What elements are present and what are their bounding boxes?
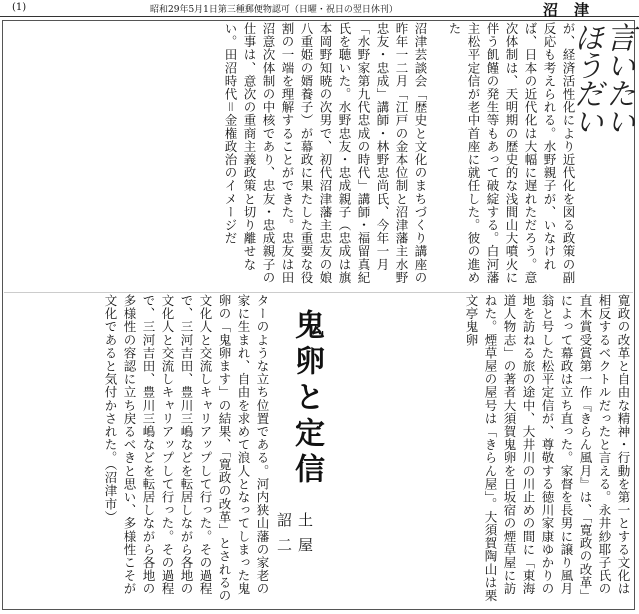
- column-logo: [568, 22, 635, 192]
- band-divider: [4, 292, 633, 293]
- publication-notice: 昭和29年5月1日第三種郵便物認可（日曜・祝日の翌日休刊）: [150, 5, 398, 15]
- column-logo-line1: 言いたい: [600, 22, 635, 134]
- article-body-top-right: が、経済活性化により近代化を図る政策の副反応も考えられる。水野親子が、いなければ、日本の近代化は大幅に遅れただろう。意次体制は、天明期の歴史的な浅間山大噴火に伴う飢饉の発生等もあって破綻する。白河藩主松平定信が老中首座に就任した。彼の進めた: [447, 22, 576, 284]
- page-number: (1): [12, 2, 27, 13]
- article-body-bottom-left: ターのような立ち位置である。河内狭山藩の家老の家に生まれ、自由を求めて浪人となってしまった鬼卵の「鬼卵ます」の結果、「寛政の改革」とされるの文化人と交流しキャリアップして行った。その過程で、三河吉田、豊川三嶋などを転居しながら各地の文化人と交流しキャリアップして行った。その過程で、三河吉田、豊川三嶋などを転居しながら各地の多様性の容認に立ち戻るべきと思い、多様性こそが文化であると気付かされた。（沼津市）: [103, 294, 270, 603]
- column-logo-line2: ほうだい: [568, 22, 603, 134]
- newspaper-name: 沼津: [542, 1, 605, 19]
- article-title: 鬼卵と定信: [289, 309, 324, 489]
- article-body-bottom-right: 寛政の改革と自由な精神・行動を第一とする文化は相反するベクトルだったと言える。永井紗耶子氏の直木賞受賞第一作『きらん風月』は、「寛政の改革」によって幕政は立ち直った。家督を長男に譲り風月翁と号した松平定信が、尊敬する徳川家康ゆかりの地を訪ねる旅の途中、大井川の川止めの間に「東海道人物志」の著者大須賀鬼卵を日坂宿の煙草屋に訪ねた。煙草屋の屋号は「きらん屋」。大須賀陶山は栗文亭鬼卵: [464, 294, 631, 603]
- article-author: 土屋 詔二: [275, 512, 314, 562]
- article-body-top-left: 沼津芸談会「歴史と文化のまちづくり講座の昨年一二月「江戸の金本位制と沼津藩主水野忠友・忠成」講師・林野忠尚氏、今年一月「水野家第九代忠成の時代」講師・福留真紀氏を聴いた。水野忠友・忠成親子（忠成は旗本岡野知暁の次男で、初代沼津藩主忠友の娘八重姫の婿養子）が幕政に果たした重要な役割の一端を理解することができた。忠友は田沼意次体制の中核であり、忠友・忠成親子の仕事は、意次の重商主義政策と切り離せない。田沼時代＝金権政治のイメージだ: [223, 22, 428, 284]
- newspaper-header: [0, 0, 639, 17]
